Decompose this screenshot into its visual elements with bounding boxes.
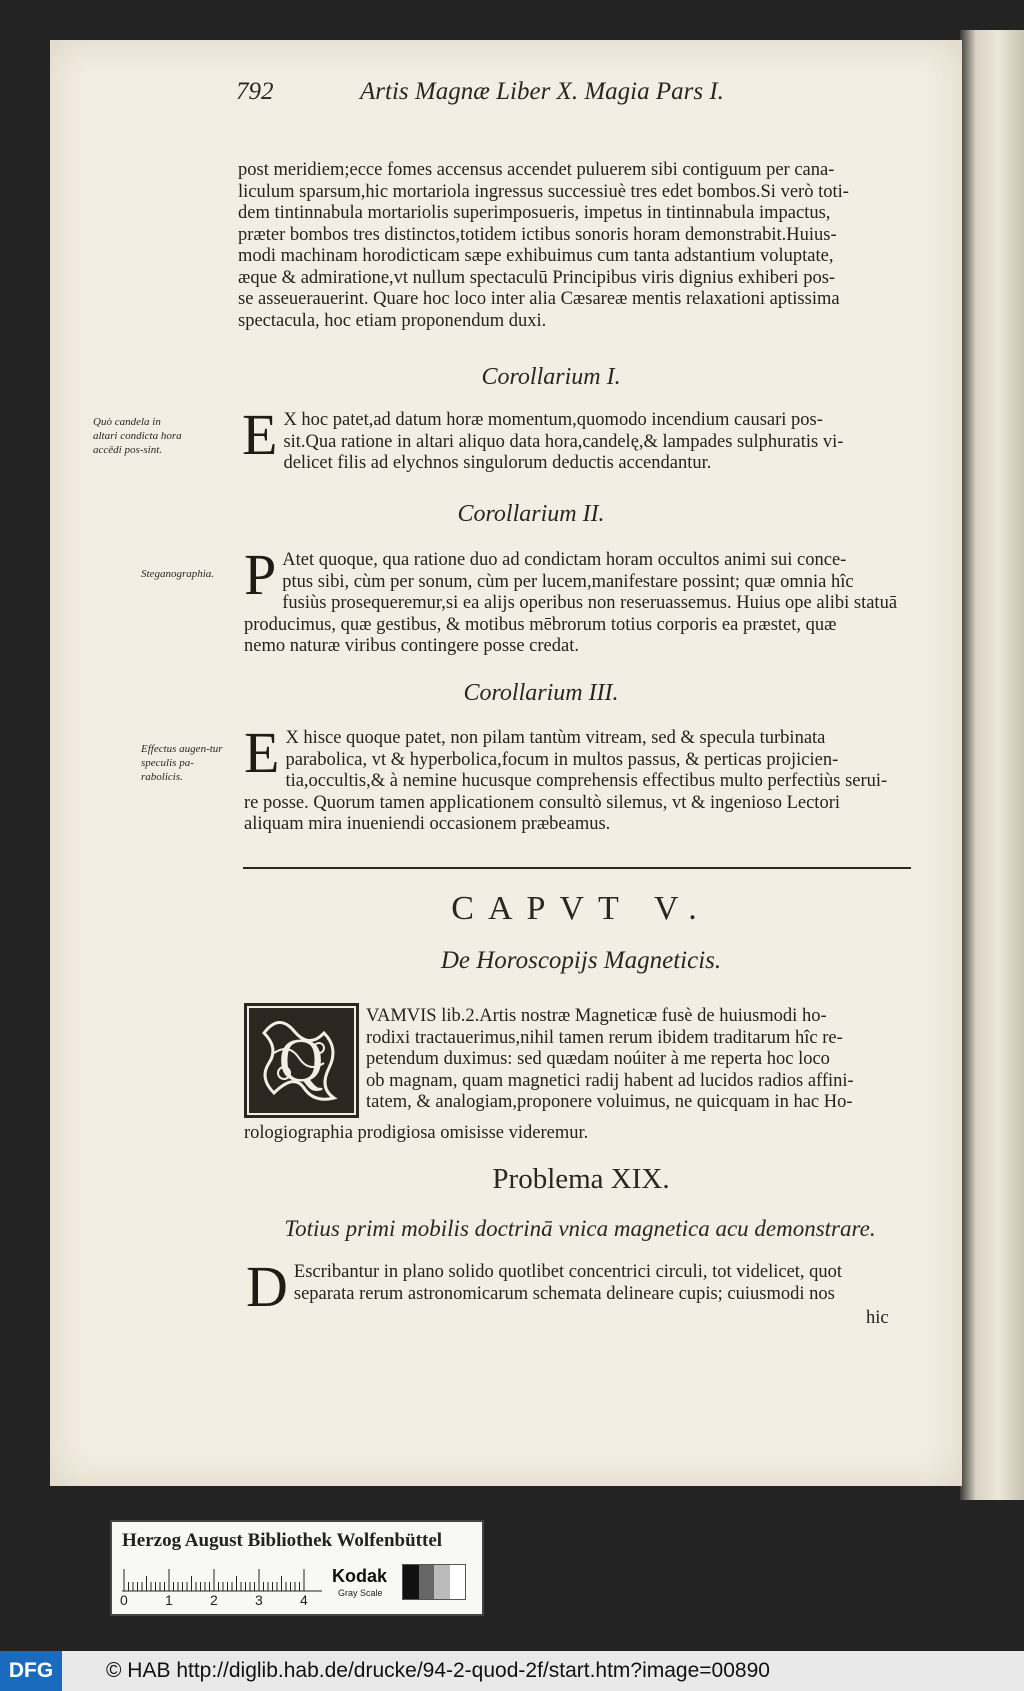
margin-note: Steganographia. (141, 568, 215, 580)
text-line: liculum sparsum,hic mortariola ingressus successiuè tres edet bombos.Si verò toti- (238, 181, 849, 202)
problem-title: Problema XIX. (492, 1163, 670, 1195)
dfg-logo: DFG (0, 1651, 62, 1691)
text-line: rologiographia prodigiosa omisisse videremur. (244, 1123, 589, 1143)
corollary-2-text (244, 542, 966, 658)
drop-cap: P (244, 542, 277, 607)
ornamental-initial-q (244, 1003, 359, 1118)
chapter-title: CAPVT V. (451, 890, 711, 927)
text-line: tatem, & analogiam,proponere voluimus, ne quicquam in hac Ho- (366, 1092, 853, 1112)
copyright-url[interactable]: © HAB http://diglib.hab.de/drucke/94-2-quod-2f/start.htm?image=00890 (106, 1659, 770, 1682)
text-line: producimus, quæ gestibus, & motibus mēbrorum totius corporis ea præstet, quæ (244, 614, 837, 635)
gray-scale-swatches (402, 1564, 466, 1600)
text-line: tia,occultis,& à nemine hucusque comprehensis effectibus multo perfectiùs serui- (285, 771, 888, 791)
ruler-number: 4 (300, 1592, 308, 1608)
text-line: VAMVIS lib.2.Artis nostræ Magneticæ fusè de huiusmodi ho- (366, 1006, 827, 1026)
text-line: sit.Qua ratione in altari aliquo data hora,candelę,& lampades sulphuratis vi- (283, 431, 844, 452)
ruler-number: 2 (210, 1592, 218, 1608)
footer-bar (0, 1651, 1024, 1691)
drop-cap: D (246, 1254, 288, 1319)
running-head (236, 78, 936, 114)
running-title: Artis Magnæ Liber X. Magia Pars I. (360, 78, 724, 105)
text-line: nemo naturæ viribus contingere posse credat. (244, 636, 579, 656)
corollary-3-heading: Corollarium III. (463, 680, 619, 706)
corollary-1-heading: Corollarium I. (481, 364, 621, 390)
library-name: Herzog August Bibliothek Wolfenbüttel (122, 1530, 443, 1551)
ornament-letter: Q (278, 1027, 324, 1095)
catchword: hic (866, 1308, 889, 1328)
corollary-2-heading: Corollarium II. (457, 501, 605, 527)
section-rule (243, 867, 911, 869)
page-number: 792 (236, 78, 274, 105)
floral-ornament-icon (244, 1003, 359, 1118)
text-line: X hoc patet,ad datum horæ momentum,quomodo incendium causari pos- (283, 410, 823, 430)
margin-note: Effectus augen-tur speculis pa-rabolicis. (141, 743, 223, 783)
text-line: delicet filis ad elychnos singulorum deductis accendantur. (283, 453, 712, 473)
text-line: ob magnam, quam magnetici radij habent ad lucidos radios affini- (366, 1070, 854, 1091)
text-line: Escribantur in plano solido quotlibet concentrici circuli, tot videlicet, quot (293, 1262, 843, 1282)
text-line: fusiùs prosequeremur,si ea alijs operibus non reseruassemus. Huius ope alibi statuā (282, 593, 898, 613)
gray-scale-label: Gray Scale (338, 1588, 383, 1598)
drop-cap: E (244, 720, 280, 785)
text-line: post meridiem;ecce fomes accensus accendet puluerem sibi contiguum per cana- (238, 160, 835, 180)
chapter-intro-text (366, 1006, 1024, 1114)
text-line: Atet quoque, qua ratione duo ad condictam horam occultos animi sui conce- (282, 550, 847, 570)
intro-paragraph (238, 160, 960, 332)
corollary-3-text (244, 720, 966, 836)
text-line: rodixi tractauerimus,nihil tamen rerum ibidem traditarum hîc re- (366, 1027, 843, 1048)
ruler-number: 1 (165, 1592, 173, 1608)
text-line: aliquam mira inueniendi occasionem præbeamus. (244, 814, 611, 834)
text-line: separata rerum astronomicarum schemata delineare cupis; cuiusmodi nos (293, 1283, 835, 1304)
problem-statement: Totius primi mobilis doctrinā vnica magnetica acu demonstrare. (284, 1216, 876, 1241)
text-line: spectacula, hoc etiam proponendum duxi. (238, 310, 547, 331)
ruler-scale (122, 1564, 322, 1592)
text-line: præter bombos tres distinctos,totidem ictibus sonoris horam demonstrabit.Huius- (238, 224, 837, 245)
ruler-numbers (120, 1592, 330, 1610)
margin-note: Quò candela in altari condicta hora accēdi pos-sint. (93, 416, 182, 456)
ruler-number: 0 (120, 1592, 128, 1608)
ruler-number: 3 (255, 1592, 263, 1608)
text-line: dem tintinnabula mortariolis superimposueris, impetus in tintinnabula impactus, (238, 203, 831, 223)
text-line: ptus sibi, cùm per sonum, cùm per lucem,manifestare possint; quæ omnia hîc (282, 571, 854, 592)
text-line: modi machinam horodicticam sæpe exhibuimus cum tanta adstantium voluptate, (238, 246, 834, 266)
corollary-1-text (242, 402, 964, 475)
archive-label (110, 1520, 484, 1616)
drop-cap: E (242, 402, 278, 467)
text-line: æque & admiratione,vt nullum spectaculū Principibus viris dignius exhiberi pos- (238, 267, 836, 288)
chapter-subtitle: De Horoscopijs Magneticis. (440, 947, 722, 974)
text-line: petendum duximus: sed quædam noúiter à me reperta hoc loco (366, 1049, 830, 1069)
text-line: X hisce quoque patet, non pilam tantùm vitream, sed & specula turbinata (285, 728, 826, 748)
adjacent-page-edge (960, 30, 1024, 1500)
kodak-logo: Kodak (332, 1566, 388, 1586)
text-line: re posse. Quorum tamen applicationem consultò silemus, vt & ingenioso Lectori (244, 792, 840, 813)
text-line: se asseuerauerint. Quare hoc loco inter alia Cæsareæ mentis relaxationi aptissima (238, 289, 840, 309)
text-line: parabolica, vt & hyperbolica,focum in multos passus, & perticas projicien- (285, 749, 839, 770)
